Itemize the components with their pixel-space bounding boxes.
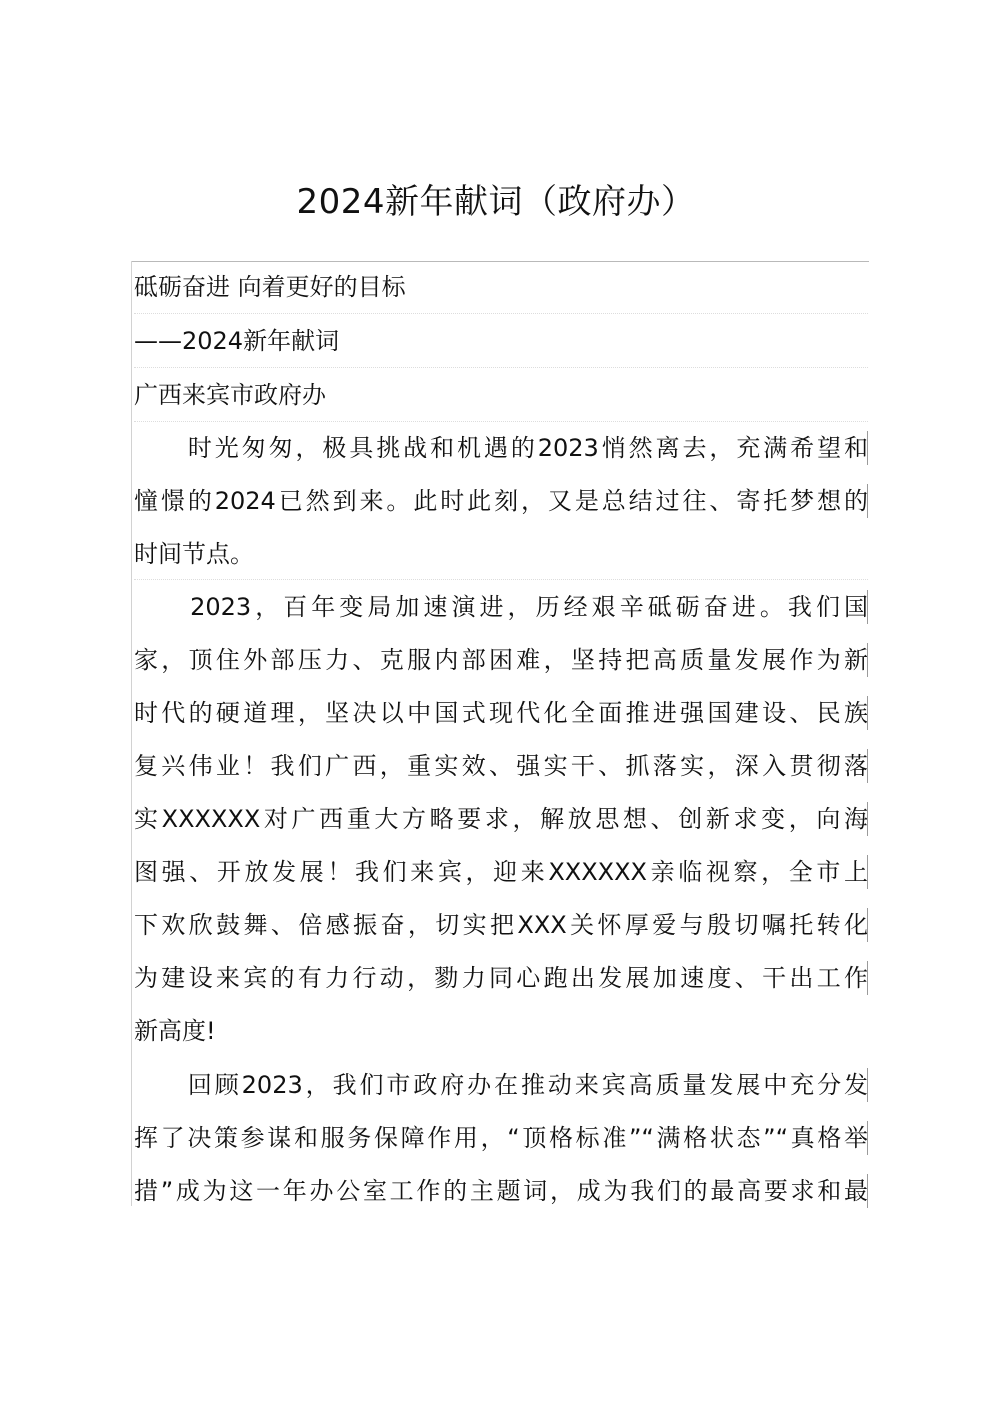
paragraph-2-line-5: 实XXXXXX对广西重大方略要求，解放思想、创新求变，向海 (134, 805, 868, 833)
line-edge-mark (867, 1121, 868, 1155)
document-title: 2024新年献词（政府办） (296, 182, 696, 222)
line-edge-mark (867, 802, 868, 836)
paragraph-2-line-3: 时代的硬道理，坚决以中国式现代化全面推进强国建设、民族 (134, 699, 868, 727)
line-edge-mark (867, 484, 868, 518)
line-edge-mark (867, 749, 868, 783)
line-edge-mark (867, 1174, 868, 1208)
paragraph-2-line-9: 新高度! (134, 1017, 216, 1045)
paragraph-2-line-7: 下欢欣鼓舞、倍感振奋，切实把XXX关怀厚爱与殷切嘱托转化 (134, 911, 868, 939)
line-edge-mark (867, 696, 868, 730)
paragraph-3-line-2: 挥了决策参谋和服务保障作用，“顶格标准”“满格状态”“真格举 (134, 1124, 868, 1152)
paragraph-3-line-3: 措”成为这一年办公室工作的主题词，成为我们的最高要求和最 (134, 1177, 868, 1205)
heading: 砥砺奋进 向着更好的目标 (134, 273, 406, 301)
line-edge-mark (867, 961, 868, 995)
subheading: ——2024新年献词 (134, 327, 340, 355)
left-margin-line (131, 261, 132, 1206)
line-edge-mark (867, 590, 868, 624)
paragraph-3-line-1: 回顾2023，我们市政府办在推动来宾高质量发展中充分发 (134, 1071, 868, 1099)
line-edge-mark (867, 855, 868, 889)
paragraph-1-line-1: 时光匆匆，极具挑战和机遇的2023悄然离去，充满希望和 (134, 434, 868, 462)
paragraph-2-line-4: 复兴伟业！我们广西，重实效、强实干、抓落实，深入贯彻落 (134, 752, 868, 780)
author: 广西来宾市政府办 (134, 381, 326, 409)
line-edge-mark (867, 431, 868, 465)
paragraph-1-line-2: 憧憬的2024已然到来。此时此刻，又是总结过往、寄托梦想的 (134, 487, 868, 515)
line-edge-mark (867, 643, 868, 677)
paragraph-2-line-1: 2023，百年变局加速演进，历经艰辛砥砺奋进。我们国 (134, 593, 868, 621)
paragraph-1-line-3: 时间节点。 (134, 540, 254, 568)
paragraph-2-line-6: 图强、开放发展！我们来宾，迎来XXXXXX亲临视察，全市上 (134, 858, 868, 886)
line-edge-mark (867, 1068, 868, 1102)
paragraph-2-line-8: 为建设来宾的有力行动，勠力同心跑出发展加速度、干出工作 (134, 964, 868, 992)
line-edge-mark (867, 908, 868, 942)
paragraph-2-line-2: 家，顶住外部压力、克服内部困难，坚持把高质量发展作为新 (134, 646, 868, 674)
